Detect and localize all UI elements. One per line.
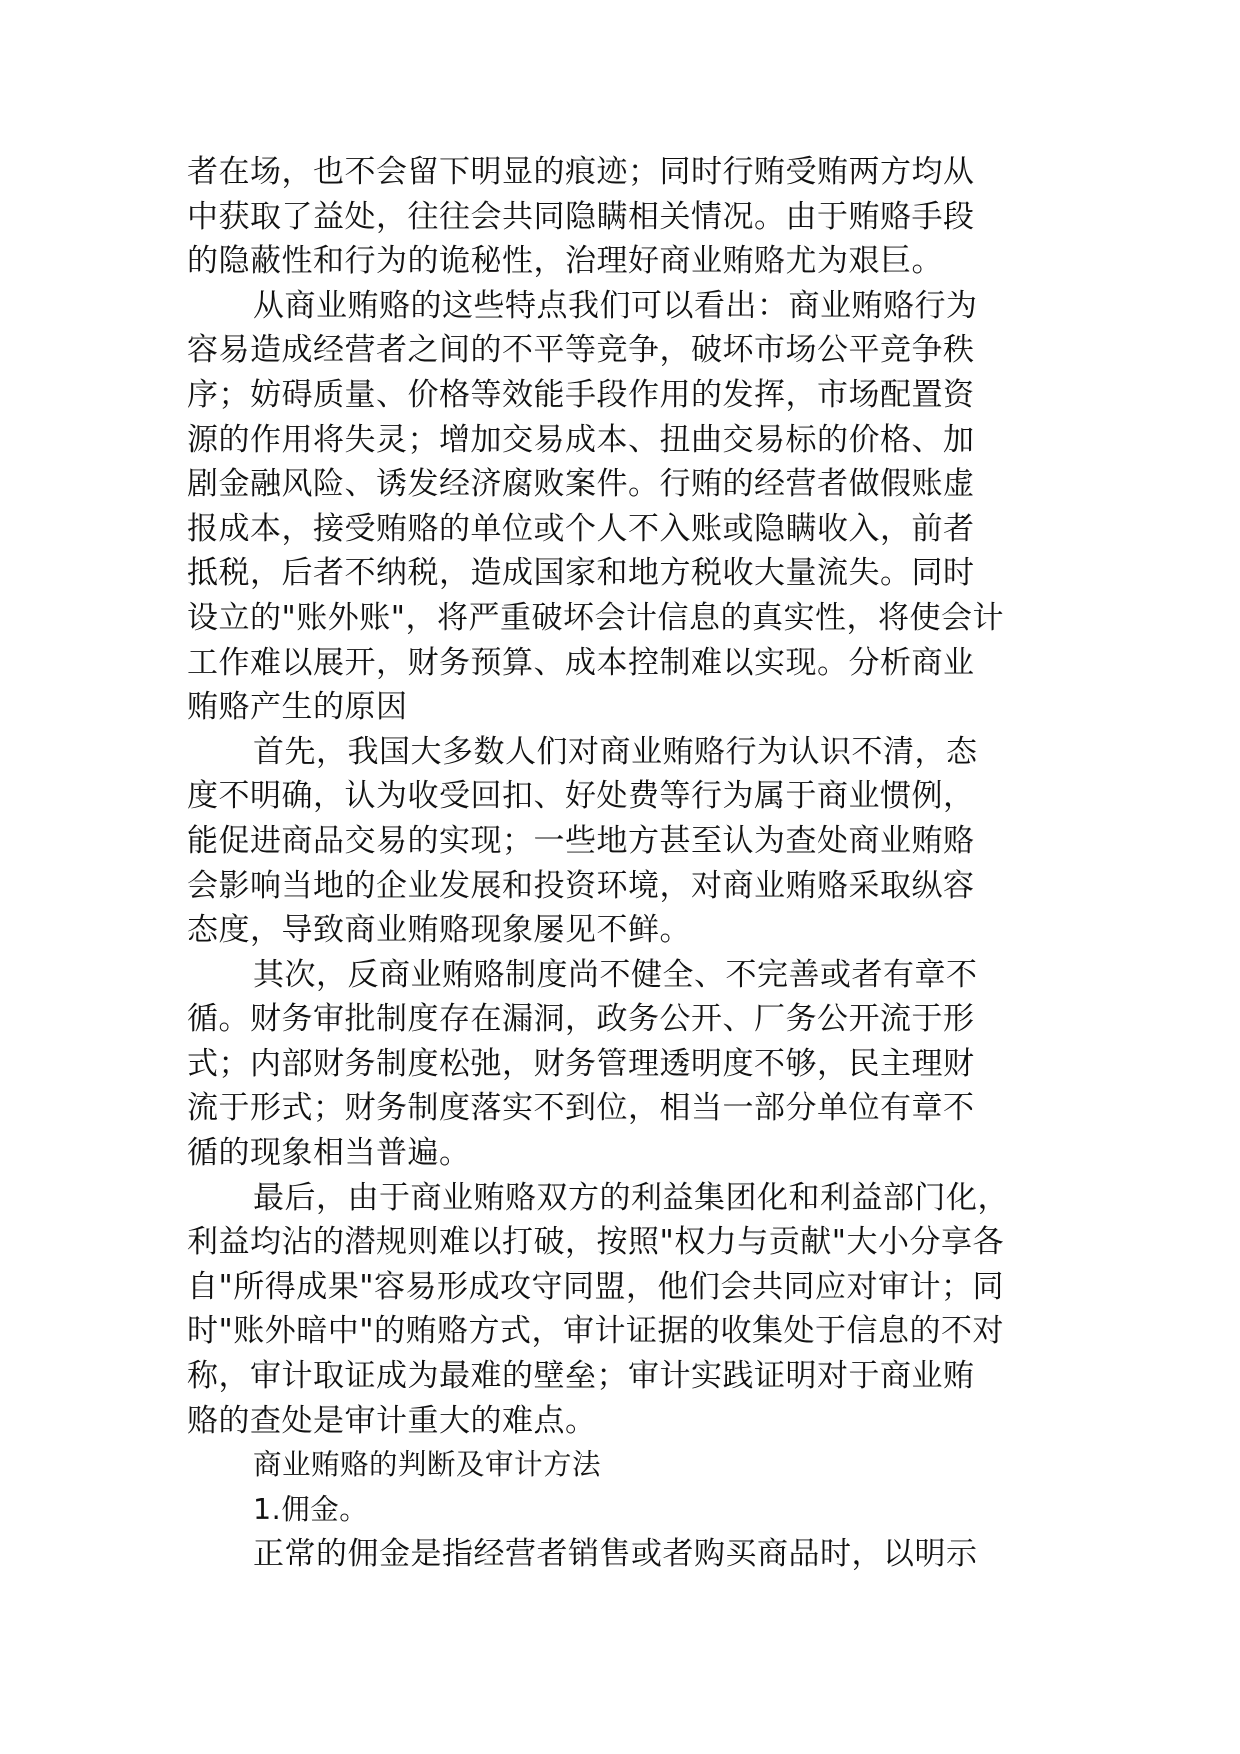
text-line: 度不明确，认为收受回扣、好处费等行为属于商业惯例， (187, 778, 975, 815)
paragraph-first-line: 最后，由于商业贿赂双方的利益集团化和利益部门化， (253, 1179, 1009, 1216)
paragraph-first-line: 其次，反商业贿赂制度尚不健全、不完善或者有章不 (253, 956, 978, 993)
text-line: 循的现象相当普遍。 (187, 1135, 471, 1172)
text-line: 抵税，后者不纳税，造成国家和地方税收大量流失。同时 (187, 555, 975, 592)
paragraph-first-line: 首先，我国大多数人们对商业贿赂行为认识不清，态 (253, 733, 978, 770)
section-heading: 商业贿赂的判断及审计方法 (253, 1448, 602, 1482)
subsection-heading: 1.佣金。 (253, 1492, 369, 1526)
text-line: 剧金融风险、诱发经济腐败案件。行贿的经营者做假账虚 (187, 466, 975, 503)
text-line: 循。财务审批制度存在漏洞，政务公开、厂务公开流于形 (187, 1001, 975, 1038)
document-body (187, 150, 1067, 1577)
text-line: 能促进商品交易的实现；一些地方甚至认为查处商业贿赂 (187, 822, 975, 859)
text-line: 设立的"账外账"，将严重破坏会计信息的真实性，将使会计 (187, 599, 1005, 636)
text-line: 赂的查处是审计重大的难点。 (187, 1402, 597, 1439)
text-line: 中获取了益处，往往会共同隐瞒相关情况。由于贿赂手段 (187, 198, 975, 235)
text-line: 态度，导致商业贿赂现象屡见不鲜。 (187, 912, 691, 949)
text-line: 时"账外暗中"的贿赂方式，审计证据的收集处于信息的不对 (187, 1313, 1005, 1350)
text-line: 流于形式；财务制度落实不到位，相当一部分单位有章不 (187, 1090, 975, 1127)
text-line: 工作难以展开，财务预算、成本控制难以实现。分析商业 (187, 644, 975, 681)
text-line: 利益均沾的潜规则难以打破，按照"权力与贡献"大小分享各 (187, 1224, 1005, 1261)
text-line: 容易造成经营者之间的不平等竞争，破坏市场公平竞争秩 (187, 332, 975, 369)
paragraph-first-line: 从商业贿赂的这些特点我们可以看出：商业贿赂行为 (253, 287, 978, 324)
text-line: 报成本，接受贿赂的单位或个人不入账或隐瞒收入，前者 (187, 510, 975, 547)
text-line: 者在场，也不会留下明显的痕迹；同时行贿受贿两方均从 (187, 154, 975, 190)
text-line: 自"所得成果"容易形成攻守同盟，他们会共同应对审计；同 (187, 1268, 1005, 1305)
text-line: 式；内部财务制度松弛，财务管理透明度不够，民主理财 (187, 1045, 975, 1082)
text-line: 称，审计取证成为最难的壁垒；审计实践证明对于商业贿 (187, 1358, 975, 1395)
text-line: 序；妨碍质量、价格等效能手段作用的发挥，市场配置资 (187, 376, 975, 413)
text-line: 会影响当地的企业发展和投资环境，对商业贿赂采取纵容 (187, 867, 975, 904)
paragraph-first-line: 正常的佣金是指经营者销售或者购买商品时，以明示 (253, 1536, 978, 1573)
text-line: 源的作用将失灵；增加交易成本、扭曲交易标的价格、加 (187, 421, 975, 458)
text-line: 贿赂产生的原因 (187, 689, 408, 726)
text-line: 的隐蔽性和行为的诡秘性，治理好商业贿赂尤为艰巨。 (187, 243, 943, 280)
